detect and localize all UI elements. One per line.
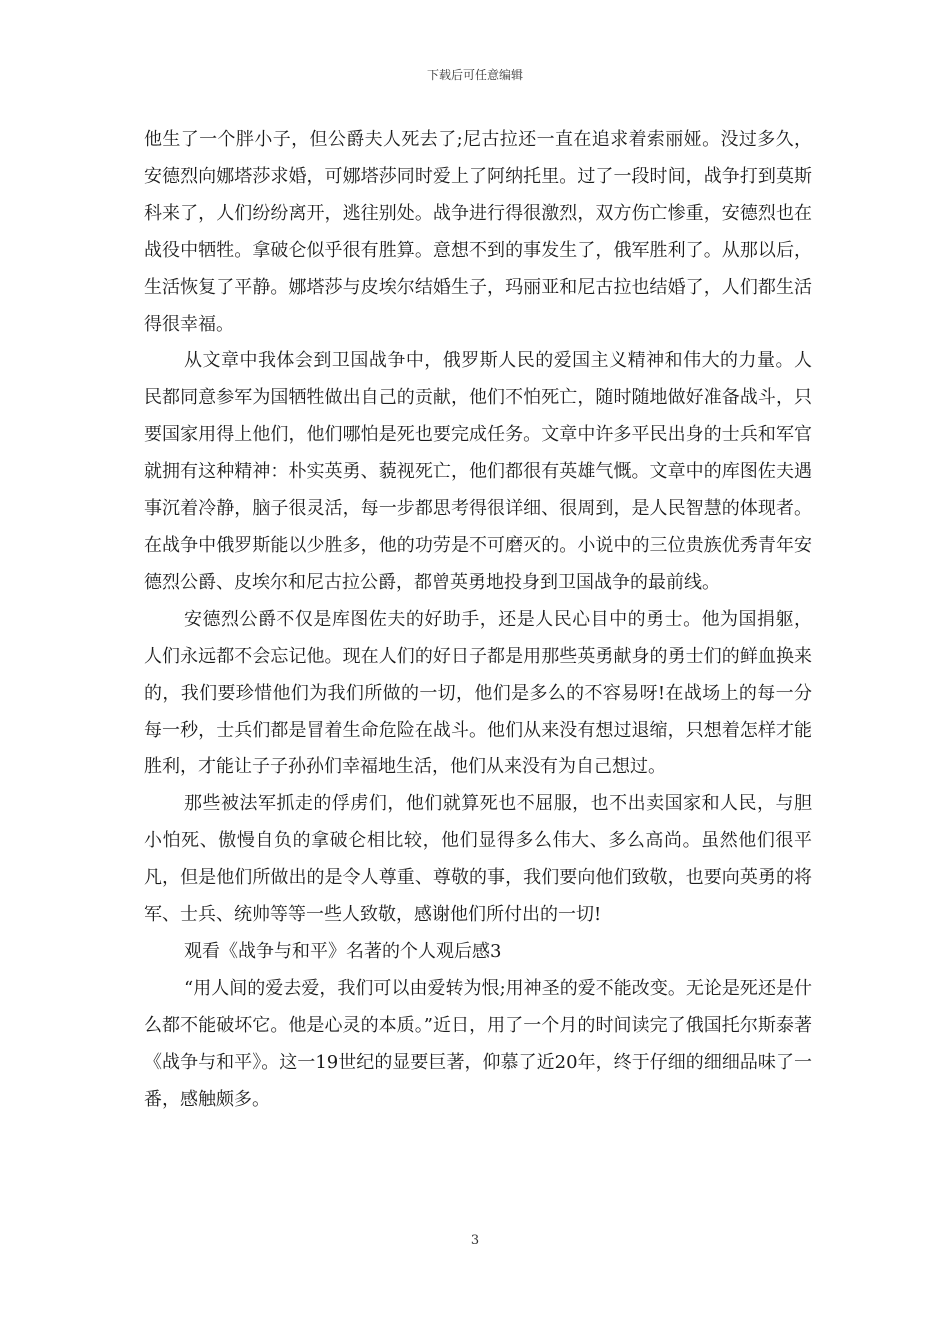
paragraph-1: 他生了一个胖小子，但公爵夫人死去了;尼古拉还一直在追求着索丽娅。没过多久，安德烈向娜塔莎求婚，可娜塔莎同时爱上了阿纳托里。过了一段时间，战争打到莫斯科来了，人们纷纷离开，逃往别处。战争进行得很激烈，双方伤亡惨重，安德烈也在战役中牺牲。拿破仑似乎很有胜算。意想不到的事发生了，俄军胜利了。从那以后，生活恢复了平静。娜塔莎与皮埃尔结婚生子，玛丽亚和尼古拉也结婚了，人们都生活得很幸福。	[144, 129, 812, 335]
paragraph-4: 那些被法军抓走的俘虏们，他们就算死也不屈服，也不出卖国家和人民，与胆小怕死、傲慢自负的拿破仑相比较，他们显得多么伟大、多么高尚。虽然他们很平凡，但是他们所做出的是令人尊重、尊敬的事，我们要向他们致敬，也要向英勇的将军、士兵、统帅等等一些人致敬，感谢他们所付出的一切!	[144, 793, 812, 926]
section-heading: 观看《战争与和平》名著的个人观后感3	[184, 940, 502, 962]
page-header: 下载后可任意编辑	[426, 68, 523, 82]
paragraph-5: “用人间的爱去爱，我们可以由爱转为恨;用神圣的爱不能改变。无论是死还是什么都不能破坏它。他是心灵的本质。”近日，用了一个月的时间读完了俄国托尔斯泰著《战争与和平》。这一19世纪的显要巨著，仰慕了近20年，终于仔细的细细品味了一番，感触颇多。	[144, 977, 812, 1110]
document-body	[144, 122, 812, 1118]
paragraph-3: 安德烈公爵不仅是库图佐夫的好助手，还是人民心目中的勇士。他为国捐躯，人们永远都不会忘记他。现在人们的好日子都是用那些英勇献身的勇士们的鲜血换来的，我们要珍惜他们为我们所做的一切，他们是多么的不容易呀!在战场上的每一分每一秒，士兵们都是冒着生命危险在战斗。他们从来没有想过退缩，只想着怎样才能胜利，才能让子子孙孙们幸福地生活，他们从来没有为自己想过。	[144, 608, 812, 778]
paragraph-2: 从文章中我体会到卫国战争中，俄罗斯人民的爱国主义精神和伟大的力量。人民都同意参军为国牺牲做出自己的贡献，他们不怕死亡，随时随地做好准备战斗，只要国家用得上他们，他们哪怕是死也要完成任务。文章中许多平民出身的士兵和军官就拥有这种精神：朴实英勇、藐视死亡，他们都很有英雄气慨。文章中的库图佐夫遇事沉着冷静，脑子很灵活，每一步都思考得很详细、很周到，是人民智慧的体现者。在战争中俄罗斯能以少胜多，他的功劳是不可磨灭的。小说中的三位贵族优秀青年安德烈公爵、皮埃尔和尼古拉公爵，都曾英勇地投身到卫国战争的最前线。	[144, 350, 812, 593]
page-number: 3	[470, 1233, 480, 1248]
